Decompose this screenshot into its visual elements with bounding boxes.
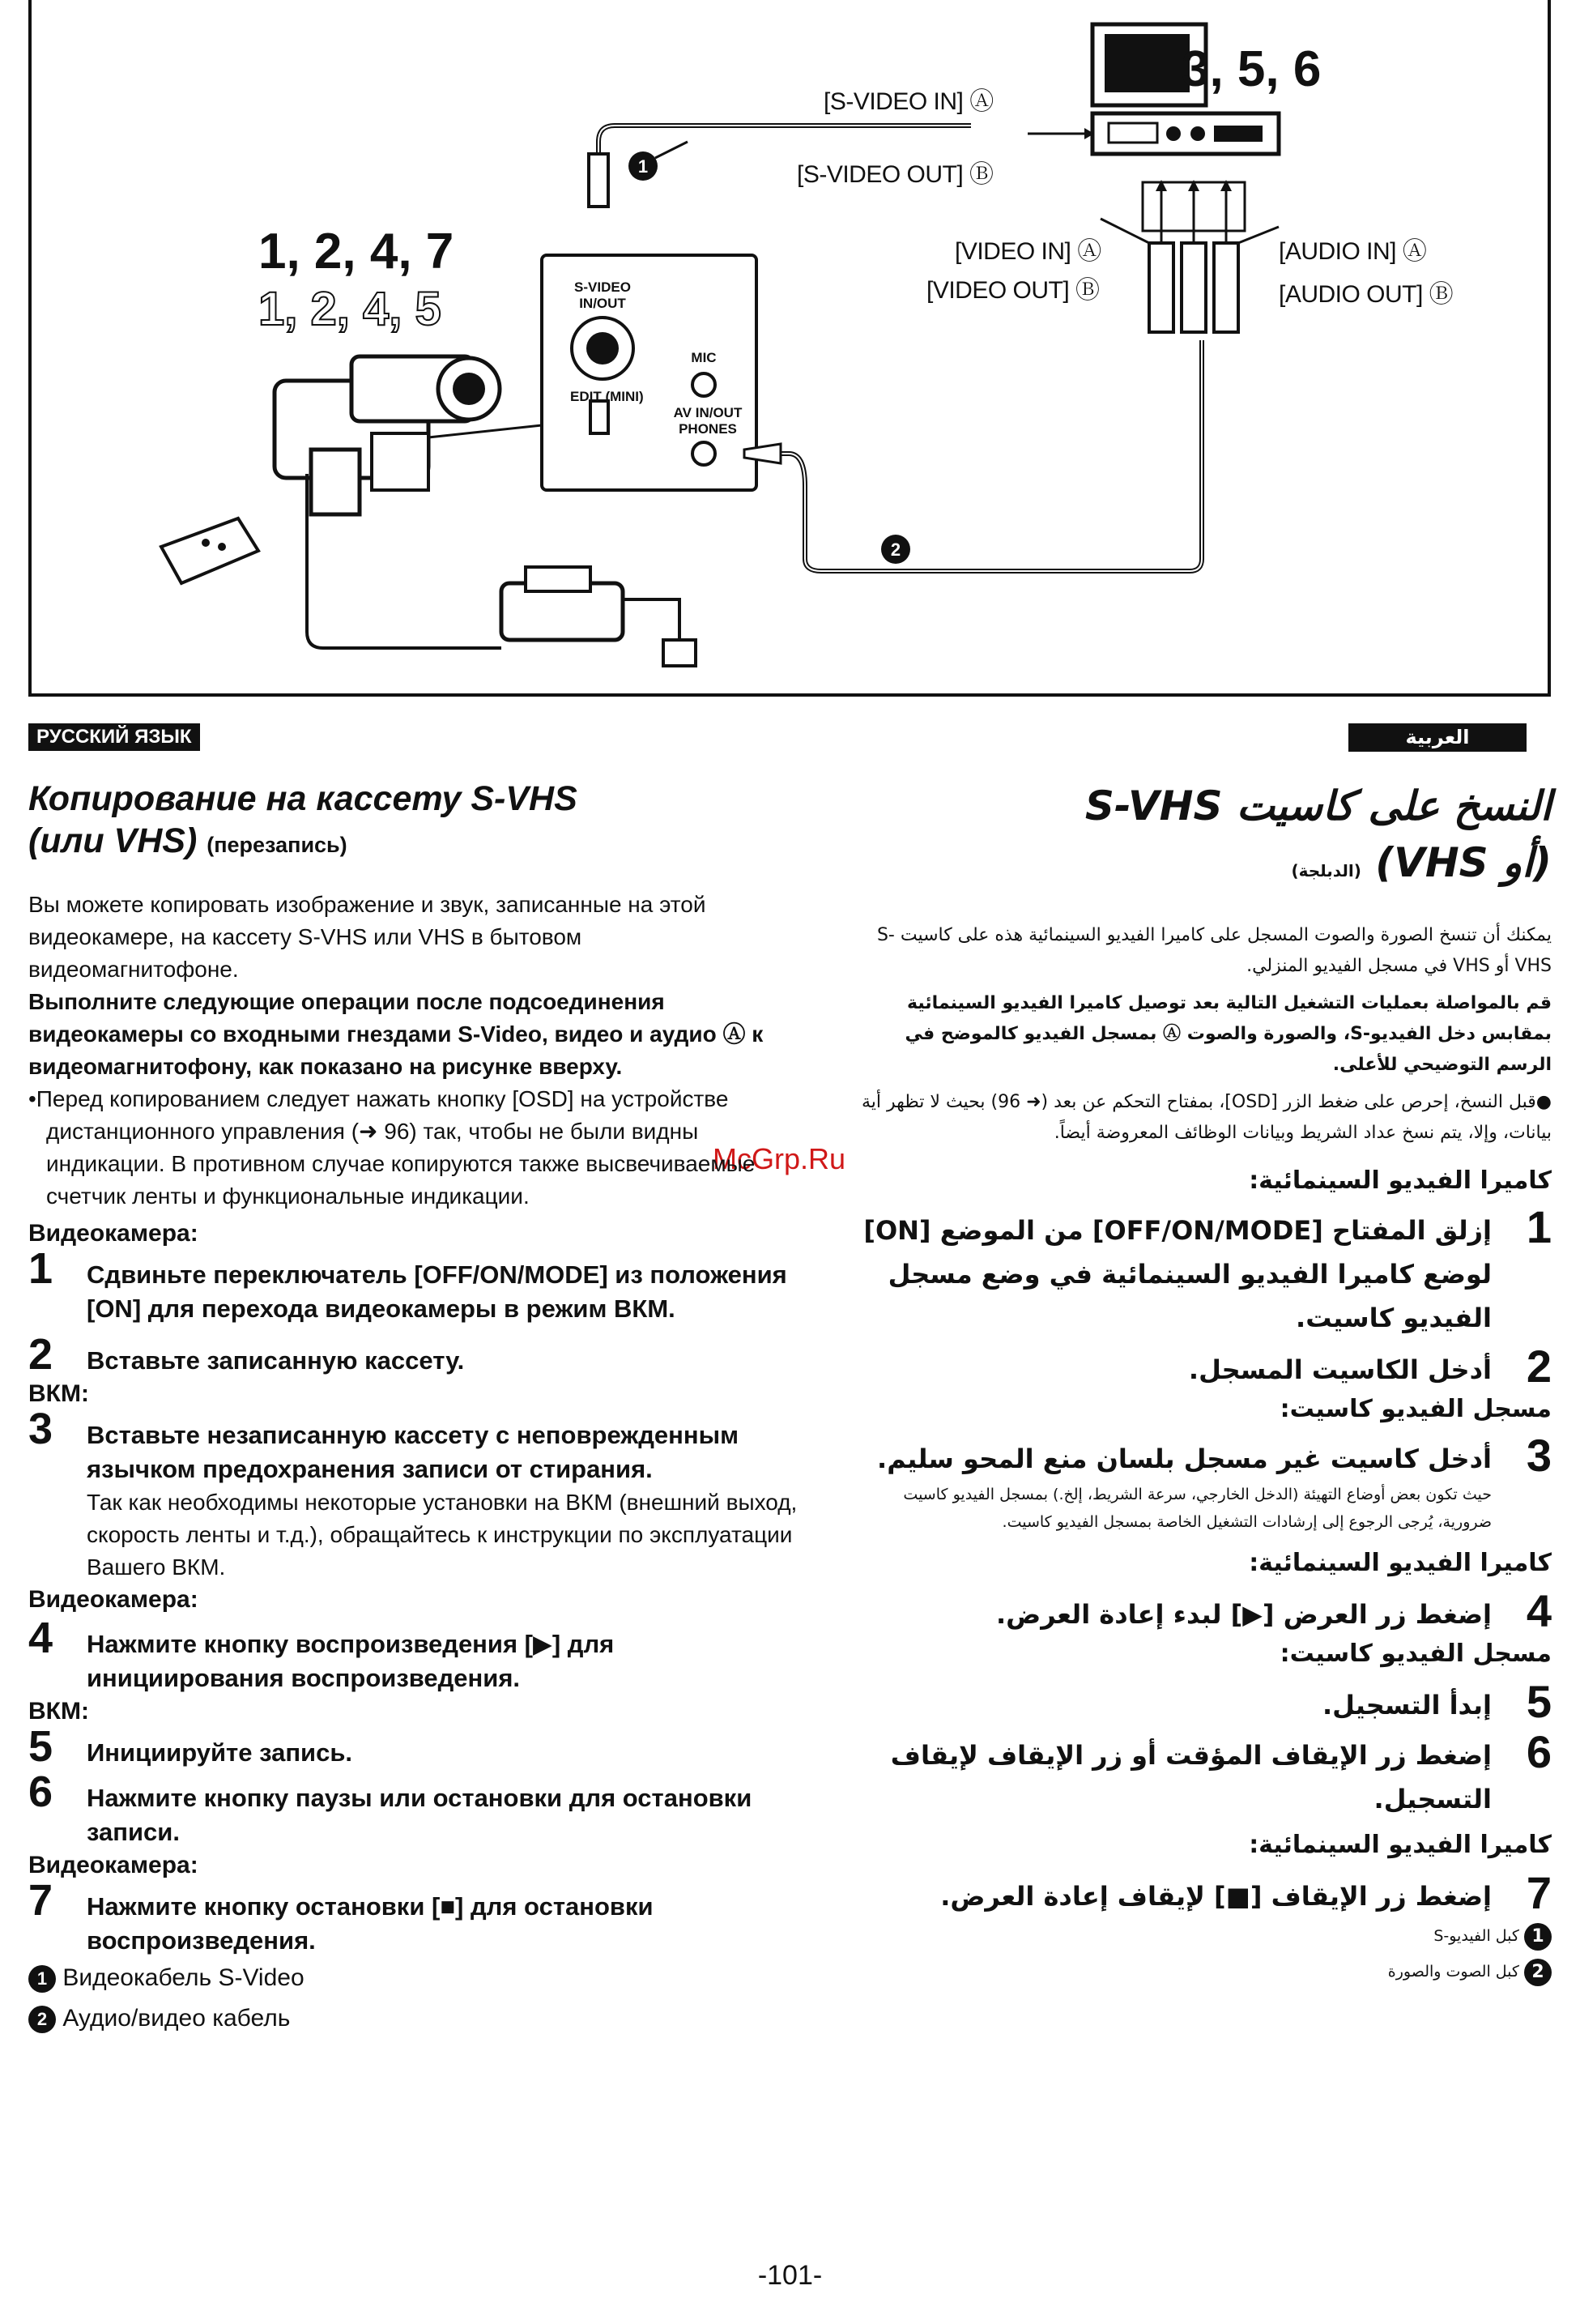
ar-section-vcr-1: مسجل الفيديو كاسيت:: [1280, 1395, 1552, 1423]
step-number: 4: [1526, 1585, 1552, 1636]
ru-title-small: (перезапись): [207, 833, 347, 857]
ar-step-6: [855, 1726, 1552, 1821]
ru-step-3: [28, 1405, 798, 1584]
ar-note: ●قبل النسخ، إحرص على ضغط الزر [OSD]، بمفتاح التحكم عن بعد (➜ 96) بحيث لا تظهر أية بيانات، وإلا، يتم نسخ عداد الشريط وبيانات الوظائف المعروضة أيضاً.: [861, 1092, 1552, 1143]
step-number: 2: [28, 1330, 53, 1379]
ru-step-6-text: Нажмите кнопку паузы или остановки для остановки записи.: [87, 1784, 752, 1846]
ar-title-line2: (أو VHS): [1375, 839, 1552, 886]
ar-section-camera-1: كاميرا الفيديو السينمائية:: [1249, 1166, 1552, 1195]
ar-intro-bold: قم بالمواصلة بعمليات التشغيل التالية بعد توصيل كاميرا الفيديو السينمائية بمقابس دخل الفيديو-S، والصورة والصوت Ⓐ بمسجل الفيديو كالموضح في الرسم التوضيحي للأعلى.: [905, 993, 1552, 1075]
remote-control-icon: [161, 518, 258, 583]
step-number: 3: [1526, 1430, 1552, 1481]
svideo-in-label: [S-VIDEO IN] Ⓐ: [824, 88, 994, 115]
ar-step-7-text: إضغط زر الإيقاف [■] لإيقاف إعادة العرض.: [940, 1881, 1492, 1912]
ar-section-camera-2: كاميرا الفيديو السينمائية:: [1249, 1549, 1552, 1577]
ru-step-1-text: Сдвиньте переключатель [OFF/ON/MODE] из положения [ON] для перехода видеокамеры в режим ВКМ.: [87, 1260, 787, 1323]
ru-caption-2-text: Аудио/видео кабель: [62, 2005, 291, 2032]
ru-step-5: [28, 1722, 798, 1771]
ru-intro-bold: Выполните следующие операции после подсоединения видеокамеры со входными гнездами S-Video, видео и аудио Ⓐ к видеомагнитофону, как показано на рисунке вверху.: [28, 989, 764, 1079]
arabic-language-tab: العربية: [1348, 723, 1527, 752]
audio-out-label: [AUDIO OUT] Ⓑ: [1279, 281, 1454, 308]
russian-language-tab: РУССКИЙ ЯЗЫК: [28, 723, 200, 751]
svideo-jack-label: S-VIDEO IN/OUT: [574, 279, 631, 311]
ar-title: [855, 778, 1552, 899]
ru-intro: Вы можете копировать изображение и звук, записанные на этой видеокамере, на кассету S-VHS или VHS в бытовом видеомагнитофоне.: [28, 892, 706, 982]
ru-title-line2: (или VHS): [28, 821, 198, 860]
ar-step-5: [855, 1676, 1552, 1727]
cable-1-icon: 1: [1524, 1923, 1552, 1951]
camera-steps-label: 1, 2, 4, 7: [258, 224, 454, 279]
connection-diagram: [28, 0, 1551, 697]
ru-step-1: [28, 1244, 798, 1326]
ar-step-5-text: إبدأ التسجيل.: [1322, 1690, 1492, 1721]
step-number: 2: [1526, 1341, 1552, 1392]
ru-step-5-text: Инициируйте запись.: [87, 1738, 353, 1767]
ru-step-7-text: Нажмите кнопку остановки [■] для остановки воспроизведения.: [87, 1892, 654, 1955]
step-number: 6: [1526, 1726, 1552, 1777]
page-number: -101-: [757, 2260, 823, 2291]
ar-title-line1: النسخ على كاسيت S-VHS: [1084, 782, 1552, 829]
ru-section-camera-3: Видеокамера:: [28, 1852, 198, 1878]
ar-step-2: [855, 1341, 1552, 1392]
ar-section-vcr-2: مسجل الفيديو كاسيت:: [1280, 1640, 1552, 1668]
step-number: 1: [28, 1244, 53, 1293]
video-in-label: [VIDEO IN] Ⓐ: [955, 238, 1101, 265]
ru-title: [28, 778, 798, 866]
ar-step-7: [855, 1867, 1552, 1918]
step-number: 5: [1526, 1676, 1552, 1727]
step-number: 3: [28, 1405, 53, 1453]
audio-in-label: [AUDIO IN] Ⓐ: [1279, 238, 1427, 265]
ar-step-3-text: أدخل كاسيت غير مسجل بلسان منع المحو سليم.: [877, 1443, 1492, 1474]
ru-caption-2: [28, 1998, 798, 2039]
ar-section-camera-3: كاميرا الفيديو السينمائية:: [1249, 1831, 1552, 1859]
ar-caption-2-text: كبل الصوت والصورة: [1387, 1963, 1519, 1981]
av-jack-label: AV IN/OUT PHONES: [673, 405, 743, 437]
ar-step-3-sub: حيث تكون بعض أوضاع التهيئة (الدخل الخارجي، سرعة الشريط، إلخ.) بمسجل الفيديو كاسيت ضرورية، يُرجى الرجوع إلى إرشادات التشغيل الخاصة بمسجل الفيديو كاسيت.: [903, 1486, 1492, 1531]
ru-step-3-text: Вставьте незаписанную кассету с неповрежденным язычком предохранения записи от стирания.: [87, 1421, 739, 1483]
edit-jack-label: EDIT (MINI): [570, 389, 644, 404]
step-number: 4: [28, 1614, 53, 1662]
step-number: 1: [1526, 1201, 1552, 1252]
ru-caption-1-text: Видеокабель S-Video: [62, 1964, 305, 1991]
ru-caption-1: [28, 1958, 798, 1998]
cable-2-icon: 2: [1524, 1959, 1552, 1986]
ar-caption-1-text: كبل الفيديو-S: [1433, 1927, 1519, 1945]
ru-step-6: [28, 1768, 798, 1849]
step-number: 7: [28, 1876, 53, 1925]
ru-step-4: [28, 1614, 798, 1695]
ar-caption-2: [855, 1954, 1552, 1989]
ru-step-2-text: Вставьте записанную кассету.: [87, 1346, 465, 1375]
ar-step-6-text: إضغط زر الإيقاف المؤقت أو زر الإيقاف لإيقاف التسجيل.: [890, 1740, 1492, 1814]
ru-section-camera-1: Видеокамера:: [28, 1220, 198, 1247]
ar-step-1: [855, 1201, 1552, 1340]
ar-step-1-text: إزلق المفتاح [OFF/ON/MODE] من الموضع [ON] لوضع كاميرا الفيديو السينمائية في وضع مسجل الفيديو كاسيت.: [863, 1215, 1492, 1333]
step-number: 7: [1526, 1867, 1552, 1918]
svideo-out-label: [S-VIDEO OUT] Ⓑ: [797, 161, 994, 188]
ru-note: •Перед копированием следует нажать кнопку [OSD] на устройстве дистанционного управления (➜ 96) так, чтобы не были видны индикации. В противном случае копируются также высвечиваемые счетчик ленты и функциональные индикации.: [28, 1086, 756, 1209]
ar-step-4-text: إضغط زر العرض [▶] لبدء إعادة العرض.: [996, 1599, 1492, 1630]
diagram-drawing: [32, 0, 1554, 697]
ar-intro: يمكنك أن تنسخ الصورة والصوت المسجل على كاميرا الفيديو السينمائية هذه على كاسيت S-VHS أو VHS في مسجل الفيديو المنزلي.: [876, 925, 1552, 976]
ru-step-7: [28, 1876, 798, 1958]
ru-title-line1: Копирование на кассету S-VHS: [28, 779, 577, 818]
ar-step-3: [855, 1430, 1552, 1536]
arabic-column: [855, 778, 1552, 1989]
ar-title-small: (الدبلجة): [1291, 861, 1361, 881]
mic-jack-label: MIC: [691, 350, 717, 365]
step-number: 5: [28, 1722, 53, 1771]
av-cable: [781, 340, 1202, 571]
ru-step-3-sub: Так как необходимы некоторые установки на ВКМ (внешний выход, скорость ленты и т.д.), обращайтесь к инструкции по эксплуатации Вашего ВКМ.: [87, 1490, 798, 1580]
russian-column: [28, 778, 798, 2039]
step-number: 6: [28, 1768, 53, 1816]
ru-section-vcr-1: ВКМ:: [28, 1380, 89, 1407]
vcr-steps-label: 3, 5, 6: [1182, 41, 1322, 97]
watermark: McGrp.Ru: [713, 1142, 846, 1175]
video-out-label: [VIDEO OUT] Ⓑ: [926, 277, 1100, 304]
ar-caption-1: [855, 1918, 1552, 1954]
ru-step-2: [28, 1330, 798, 1379]
ar-step-2-text: أدخل الكاسيت المسجل.: [1188, 1354, 1492, 1385]
vcr-steps-outline-label: 1, 2, 4, 5: [258, 283, 441, 335]
svg-text:2: 2: [890, 539, 901, 560]
ru-section-vcr-2: ВКМ:: [28, 1698, 89, 1725]
ru-section-camera-2: Видеокамера:: [28, 1586, 198, 1613]
ac-adaptor-icon: [307, 474, 696, 666]
cable-2-icon: 2: [28, 2006, 56, 2033]
camcorder-icon: [275, 356, 542, 514]
ar-step-4: [855, 1585, 1552, 1636]
cable-1-icon: 1: [28, 1965, 56, 1993]
ru-step-4-text: Нажмите кнопку воспроизведения [▶] для инициирования воспроизведения.: [87, 1630, 615, 1692]
svg-text:1: 1: [637, 156, 649, 177]
